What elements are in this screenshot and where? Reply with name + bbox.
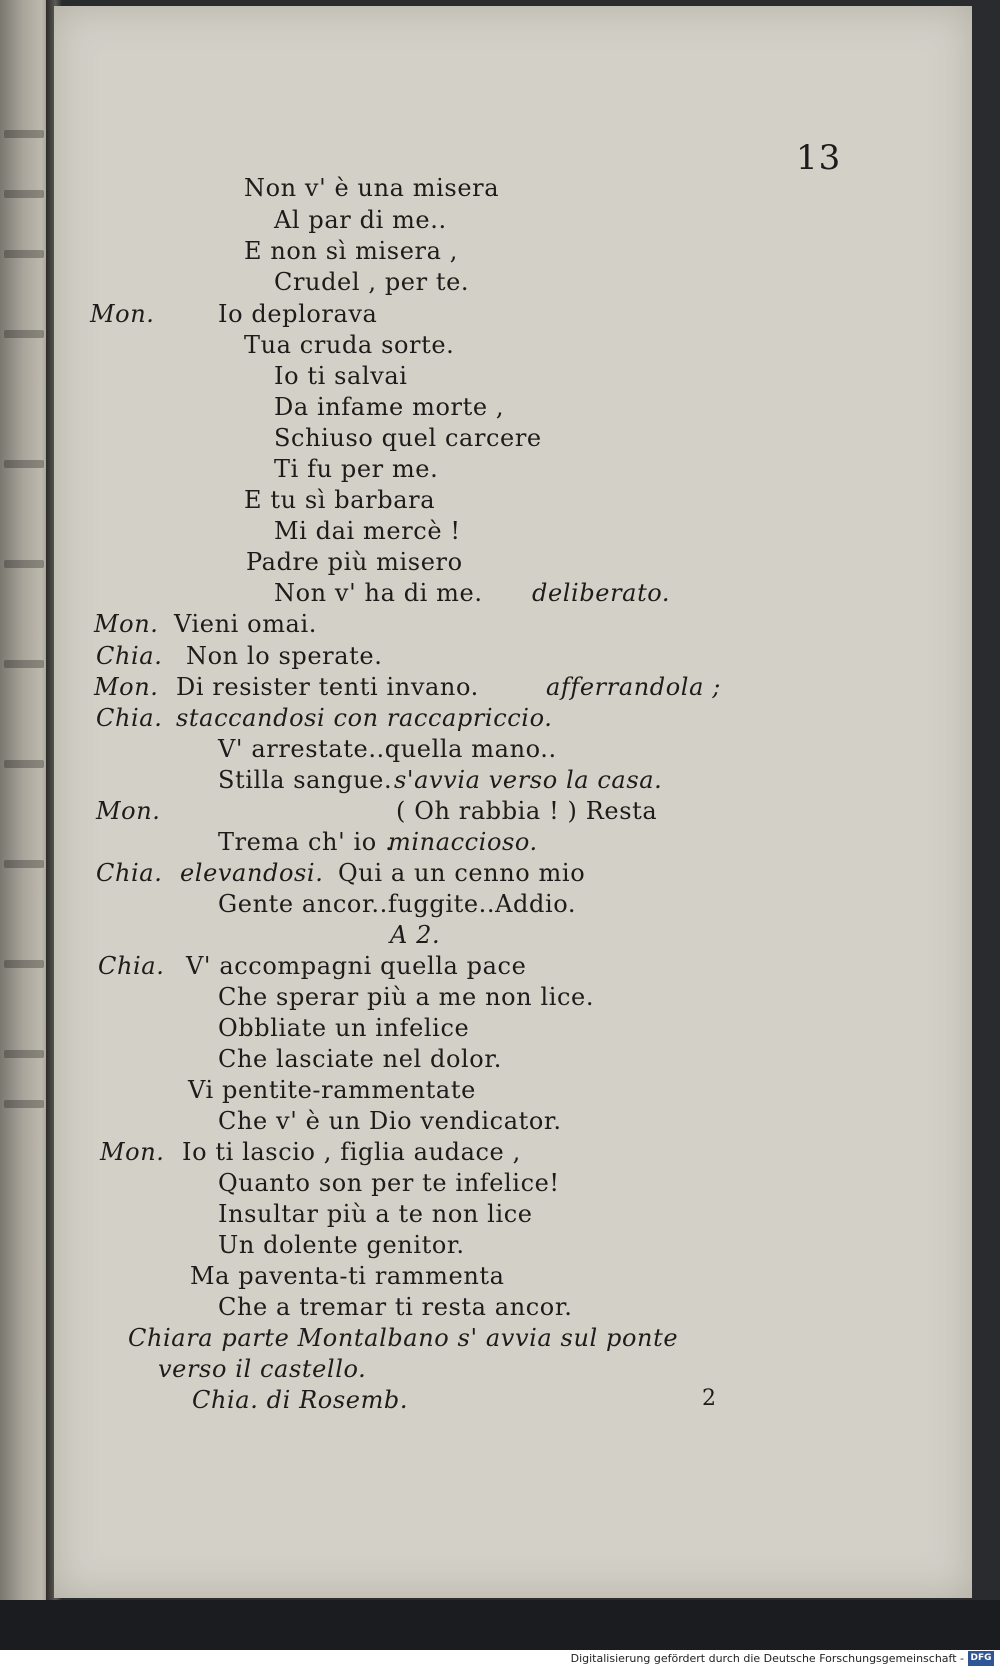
- stage-direction: staccandosi con raccapriccio.: [176, 704, 553, 732]
- digitization-credit: Digitalisierung gefördert durch die Deutsche Forschungsgemeinschaft -: [570, 1652, 964, 1665]
- verse-line: E tu sì barbara: [244, 486, 436, 514]
- verse-line: Non v' ha di me.: [274, 579, 483, 607]
- verse-line: Io deplorava: [218, 300, 378, 328]
- verse-line: Trema ch' io .: [218, 828, 394, 856]
- speaker-label: Mon.: [94, 673, 159, 701]
- stage-direction: Chiara parte Montalbano s' avvia sul ponte: [128, 1324, 679, 1352]
- verse-line: Io ti lascio , figlia audace ,: [182, 1138, 521, 1166]
- verse-line: Vieni omai.: [174, 610, 317, 638]
- verse-line: Insultar più a te non lice: [218, 1200, 533, 1228]
- speaker-label: Chia.: [96, 704, 163, 732]
- stage-direction: afferrandola ;: [546, 673, 721, 701]
- stage-direction: elevandosi.: [180, 859, 324, 887]
- verse-line: Che lasciate nel dolor.: [218, 1045, 503, 1073]
- verse-line: Di resister tenti invano.: [176, 673, 479, 701]
- speaker-label: Mon.: [96, 797, 161, 825]
- verse-line: Che v' è un Dio vendicator.: [218, 1107, 562, 1135]
- stage-direction: minaccioso.: [388, 828, 538, 856]
- verse-line: V' arrestate..quella mano..: [218, 735, 557, 763]
- verse-line: Che sperar più a me non lice.: [218, 983, 595, 1011]
- verse-line: Io ti salvai: [274, 362, 408, 390]
- verse-line: ( Oh rabbia ! ) Resta: [396, 797, 658, 825]
- verse-line: Quanto son per te infelice!: [218, 1169, 560, 1197]
- verse-line: Tua cruda sorte.: [244, 331, 455, 359]
- verse-line: Mi dai mercè !: [274, 517, 461, 545]
- stage-direction: s'avvia verso la casa.: [394, 766, 663, 794]
- speaker-label: Mon.: [100, 1138, 165, 1166]
- verse-line: Padre più misero: [246, 548, 463, 576]
- dfg-logo: DFG: [968, 1651, 994, 1666]
- speaker-label: Chia.: [96, 859, 163, 887]
- verse-line: Obbliate un infelice: [218, 1014, 470, 1042]
- speaker-label: Chia.: [96, 642, 163, 670]
- speaker-label: Mon.: [94, 610, 159, 638]
- verse-line: Schiuso quel carcere: [274, 424, 542, 452]
- page-number: 13: [796, 138, 842, 178]
- verse-line: Ti fu per me.: [274, 455, 439, 483]
- verse-line: Da infame morte ,: [274, 393, 505, 421]
- speaker-label: Mon.: [90, 300, 155, 328]
- verse-line: E non sì misera ,: [244, 237, 458, 265]
- stage-direction: deliberato.: [532, 579, 671, 607]
- signature-mark: 2: [702, 1386, 716, 1411]
- verse-line: Ma paventa-ti rammenta: [190, 1262, 505, 1290]
- verse-line: Non v' è una misera: [244, 174, 500, 202]
- verse-line: Un dolente genitor.: [218, 1231, 465, 1259]
- verse-line: Non lo sperate.: [186, 642, 383, 670]
- verse-line: Qui a un cenno mio: [338, 859, 586, 887]
- stage-direction: verso il castello.: [158, 1355, 367, 1383]
- book-page: [54, 6, 972, 1598]
- verse-line: Che a tremar ti resta ancor.: [218, 1293, 573, 1321]
- verse-line: Gente ancor..fuggite..Addio.: [218, 890, 577, 918]
- facing-page-edge: [0, 0, 52, 1600]
- verse-line: Crudel , per te.: [274, 268, 470, 296]
- verse-line: Stilla sangue.: [218, 766, 393, 794]
- stage-direction: A 2.: [390, 921, 441, 949]
- verse-line: V' accompagni quella pace: [186, 952, 527, 980]
- speaker-label: Chia.: [98, 952, 165, 980]
- verse-line: Al par di me..: [274, 206, 447, 234]
- catchword: Chia. di Rosemb.: [192, 1386, 409, 1414]
- verse-line: Vi pentite-rammentate: [188, 1076, 476, 1104]
- scan-backdrop: [0, 1600, 1000, 1650]
